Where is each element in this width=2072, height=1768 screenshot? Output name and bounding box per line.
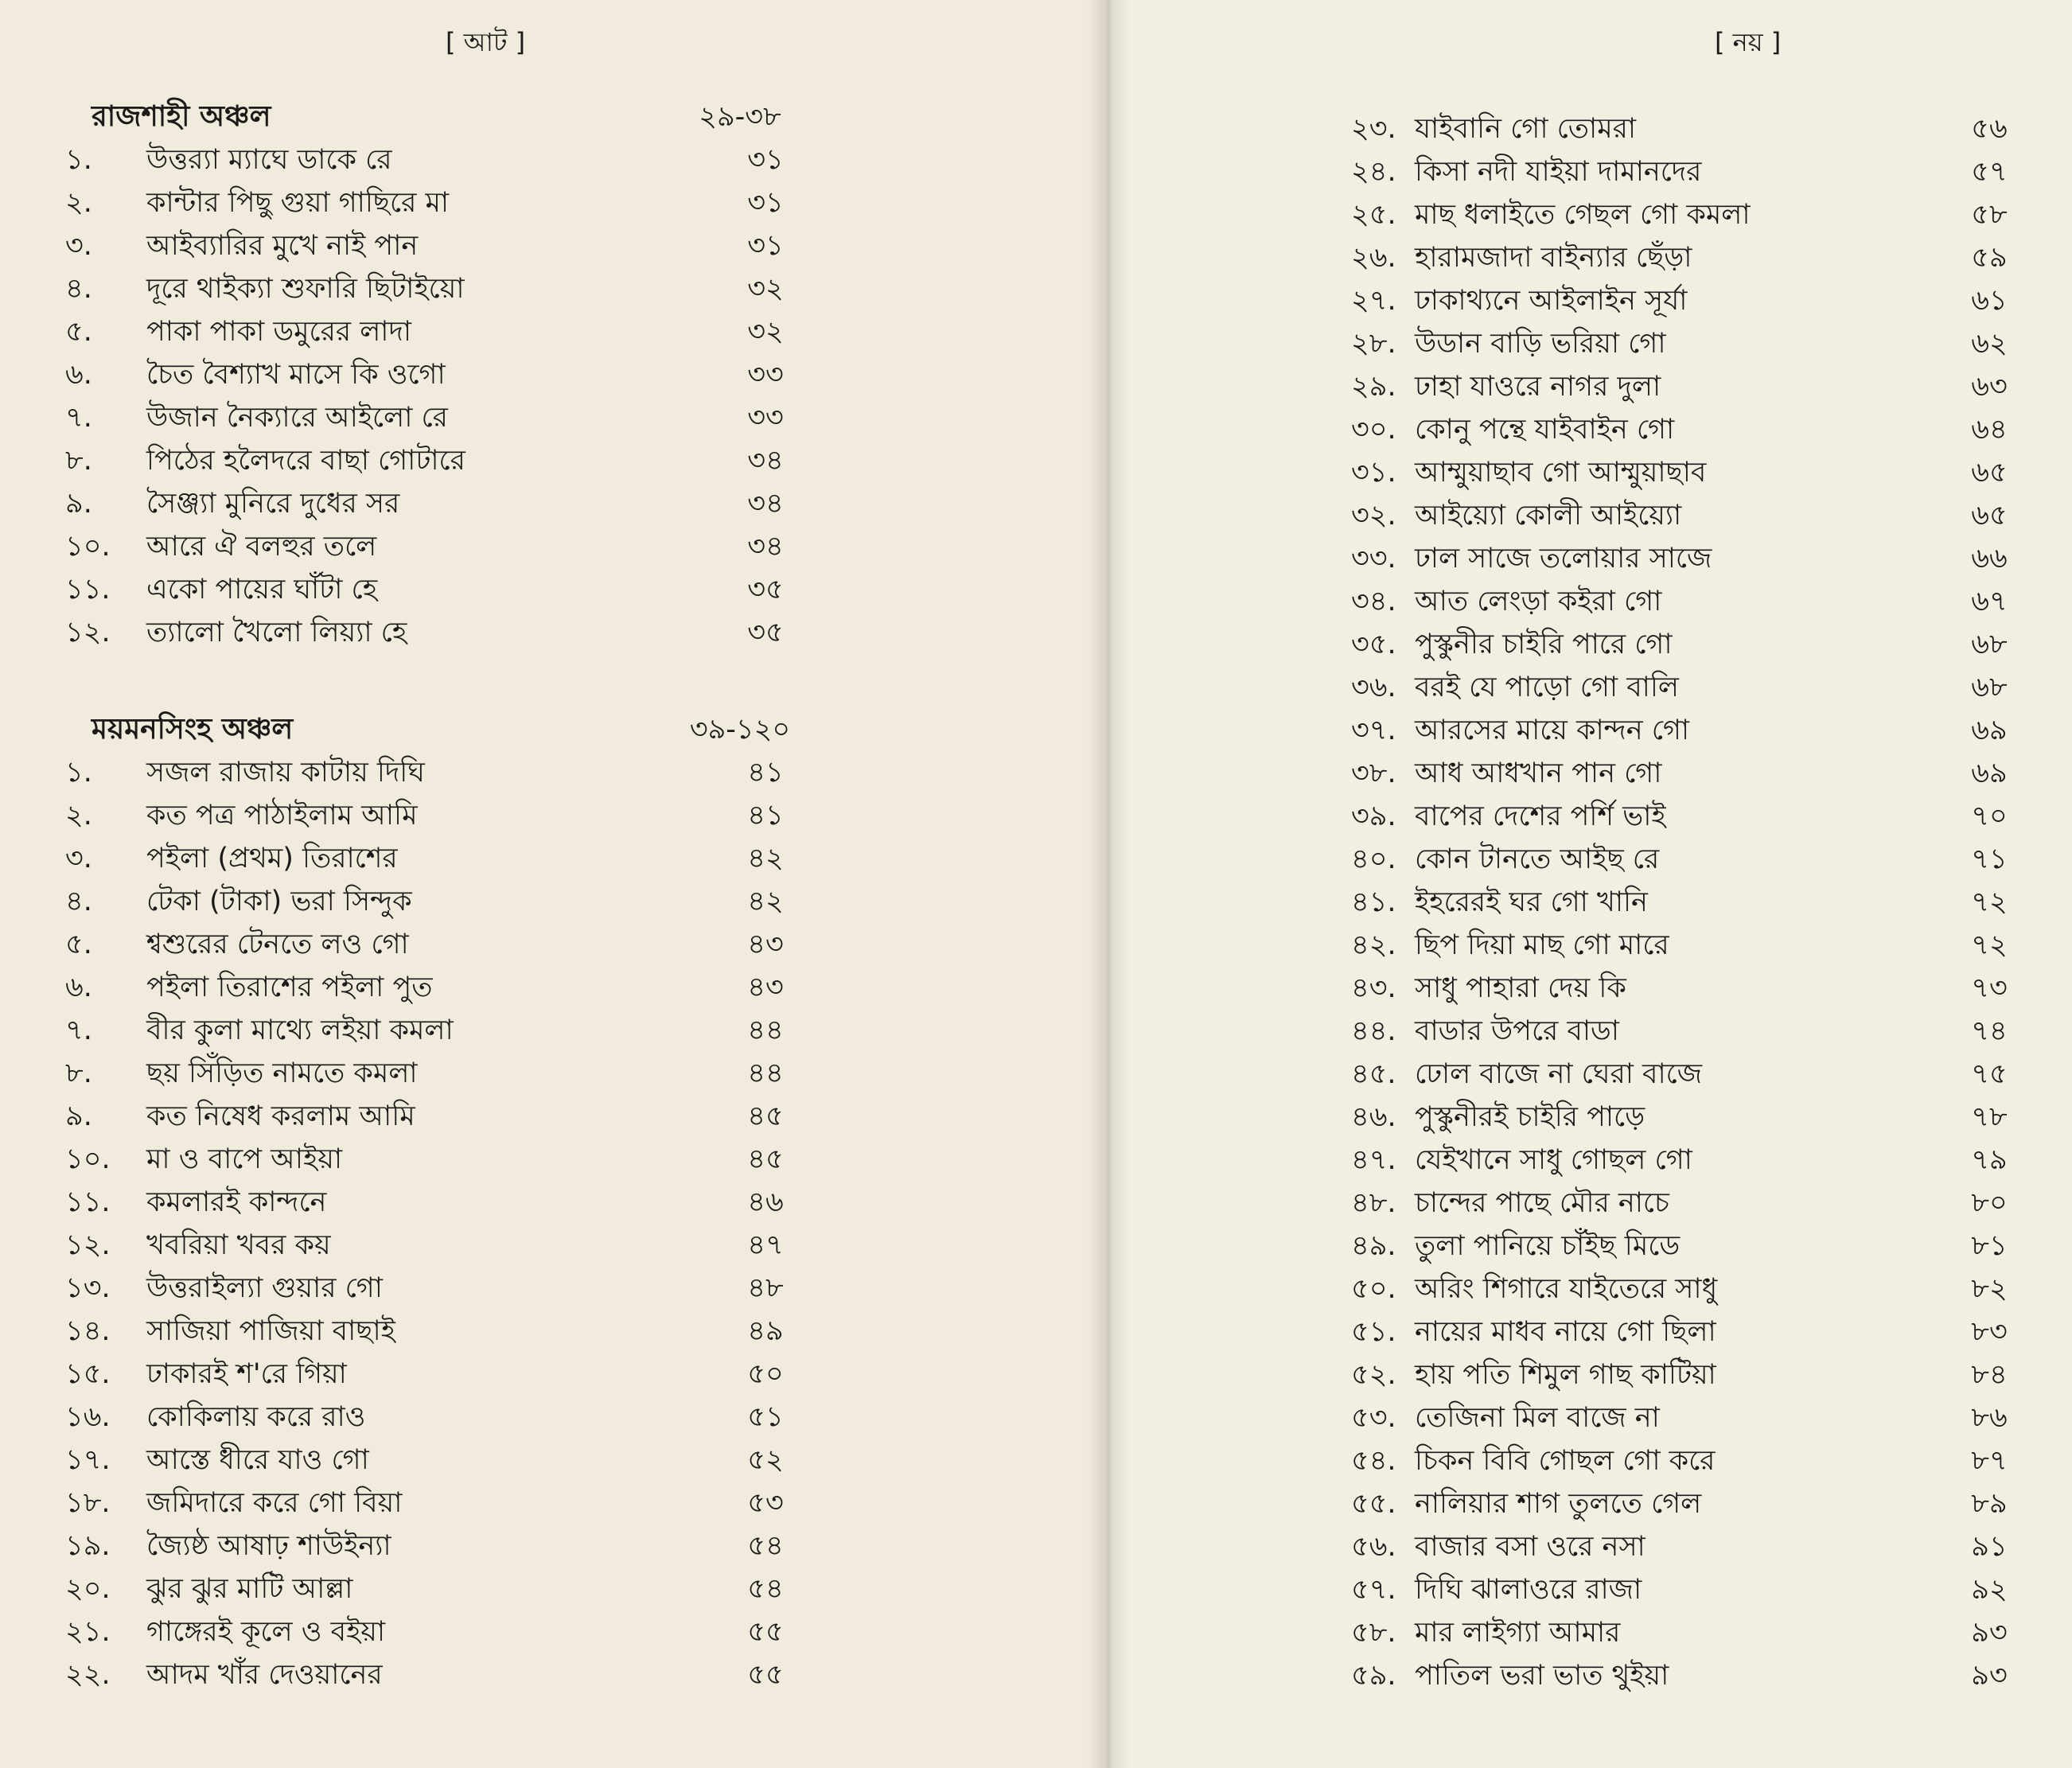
entry-number: ৪৮. — [1351, 1187, 1396, 1219]
entry-title: মা ও বাপে আইয়া — [146, 1143, 342, 1175]
entry-number: ২৪. — [1351, 156, 1396, 188]
entry-number: ৯. — [65, 488, 92, 520]
entry-title: উডান বাড়ি ভরিয়া গো — [1415, 328, 1666, 360]
entry-page-number: ৯২ — [1971, 1574, 2008, 1606]
entry-title: বাপের দেশের পর্শি ভাই — [1415, 800, 1666, 832]
entry-title: খবরিয়া খবর কয় — [146, 1229, 331, 1261]
entry-title: দিঘি ঝালাওরে রাজা — [1415, 1574, 1642, 1606]
entry-title: পাকা পাকা ডমুরের লাদা — [146, 316, 411, 348]
entry-title: কান্টার পিছু গুয়া গাছিরে মা — [146, 187, 450, 219]
entry-number: ১৯. — [65, 1530, 111, 1562]
entry-title: বীর কুলা মাথ্যে লইয়া কমলা — [146, 1014, 454, 1046]
entry-title: আস্তে ধীরে যাও গো — [146, 1444, 369, 1476]
toc-entry — [65, 1525, 784, 1567]
entry-number: ৪১. — [1351, 886, 1396, 918]
entry-page-number: ৪৪ — [747, 1057, 784, 1089]
toc-entry — [65, 794, 784, 837]
entry-number: ৩৯. — [1351, 800, 1396, 832]
entry-title: ত্যালো খৈলো লিয়্যা হে — [146, 617, 407, 648]
entry-number: ৫৬. — [1351, 1531, 1396, 1563]
entry-title: তুলা পানিয়ে চাঁইছ মিডে — [1415, 1230, 1681, 1262]
entry-page-number: ৮০ — [1971, 1187, 2008, 1219]
entry-title: ঢাহা যাওরে নাগর দুলা — [1415, 371, 1661, 403]
entry-number: ৪৪. — [1351, 1015, 1396, 1047]
entry-number: ৭. — [65, 402, 92, 434]
entry-number: ১৮. — [65, 1487, 111, 1519]
toc-entry — [1351, 1611, 2027, 1654]
entry-page-number: ৬৪ — [1971, 414, 2008, 446]
toc-entry — [65, 611, 784, 654]
entry-title: আইয়্যো কোলী আইয়্যো — [1415, 500, 1682, 532]
entry-title: মার লাইগ্যা আমার — [1415, 1617, 1621, 1649]
entry-number: ১৪. — [65, 1315, 111, 1347]
toc-entry — [1351, 279, 2027, 322]
entry-page-number: ৪২ — [747, 843, 784, 874]
book-gutter — [1086, 0, 1130, 1768]
entry-number: ৩. — [65, 843, 92, 874]
entry-page-number: ৩৪ — [747, 531, 784, 563]
entry-page-number: ৮২ — [1971, 1273, 2008, 1305]
entry-number: ৯. — [65, 1100, 92, 1132]
entry-title: আদম খাঁর দেওয়ানের — [146, 1659, 383, 1691]
entry-title: মাছ ধলাইতে গেছল গো কমলা — [1415, 199, 1751, 231]
entry-page-number: ৭৯ — [1971, 1144, 2008, 1176]
toc-entry — [65, 1610, 784, 1653]
entry-number: ২৮. — [1351, 328, 1396, 360]
toc-entry — [1351, 795, 2027, 838]
toc-entry — [65, 568, 784, 611]
entry-title: ঢাল সাজে তলোয়ার সাজে — [1415, 543, 1712, 574]
entry-title: নালিয়ার শাগ তুলতে গেল — [1415, 1488, 1702, 1520]
entry-page-number: ৭৪ — [1971, 1015, 2008, 1047]
toc-entry — [65, 525, 784, 568]
entry-number: ১. — [65, 144, 92, 176]
entry-number: ১১. — [65, 574, 111, 606]
right-page-header: [ নয় ] — [1715, 27, 1782, 57]
entry-page-number: ৪২ — [747, 886, 784, 917]
entry-title: একো পায়ের ঘাঁটা হে — [146, 574, 378, 606]
entry-page-number: ৪৫ — [747, 1143, 784, 1175]
toc-entry — [65, 353, 784, 396]
entry-title: চান্দের পাছে মৌর নাচে — [1415, 1187, 1669, 1219]
entry-number: ১. — [65, 757, 92, 789]
entry-page-number: ৩৫ — [747, 574, 784, 606]
entry-page-number: ৮৭ — [1971, 1445, 2008, 1477]
toc-entry — [1351, 107, 2027, 150]
entry-title: চিকন বিবি গোছল গো করে — [1415, 1445, 1716, 1477]
entry-page-number: ৫৬ — [1971, 113, 2008, 145]
entry-page-number: ৯১ — [1971, 1531, 2008, 1563]
toc-entry — [65, 1181, 784, 1224]
entry-number: ৩. — [65, 230, 92, 262]
entry-number: ২২. — [65, 1659, 111, 1691]
entry-page-number: ৭২ — [1971, 929, 2008, 961]
entry-number: ৫৫. — [1351, 1488, 1396, 1520]
entry-number: ১২. — [65, 1229, 111, 1261]
toc-entry — [1351, 1396, 2027, 1439]
entry-number: ৫১. — [1351, 1316, 1396, 1348]
entry-page-number: ৩২ — [747, 273, 784, 305]
entry-number: ৫৯. — [1351, 1660, 1396, 1692]
entry-number: ৪. — [65, 886, 92, 917]
entry-number: ১৭. — [65, 1444, 111, 1476]
toc-entry — [1351, 193, 2027, 236]
entry-number: ৪৯. — [1351, 1230, 1396, 1262]
entry-page-number: ৫৫ — [747, 1616, 784, 1648]
entry-number: ৫৪. — [1351, 1445, 1396, 1477]
entry-number: ৫৩. — [1351, 1402, 1396, 1434]
entry-page-number: ৭০ — [1971, 800, 2008, 832]
entry-number: ১৬. — [65, 1401, 111, 1433]
toc-entry — [65, 1439, 784, 1482]
toc-entry — [65, 1138, 784, 1181]
entry-number: ২৩. — [1351, 113, 1396, 145]
entry-title: আরে ঐ বলহুর তলে — [146, 531, 377, 563]
toc-entry — [65, 880, 784, 923]
entry-title: পইলা তিরাশের পইলা পুত — [146, 972, 433, 1003]
entry-page-number: ৫৩ — [747, 1487, 784, 1519]
entry-page-number: ৮১ — [1971, 1230, 2008, 1262]
entry-number: ৭. — [65, 1014, 92, 1046]
entry-number: ৩৬. — [1351, 672, 1396, 703]
toc-entry — [65, 1095, 784, 1138]
entry-page-number: ৬৩ — [1971, 371, 2008, 403]
entry-number: ৫. — [65, 316, 92, 348]
entry-page-number: ৪৫ — [747, 1100, 784, 1132]
entry-title: সজল রাজায় কাটায় দিঘি — [146, 757, 425, 789]
entry-number: ৬. — [65, 972, 92, 1003]
toc-entry — [1351, 451, 2027, 494]
entry-title: ঢাকাথ্যনে আইলাইন সূর্যা — [1415, 285, 1688, 317]
entry-number: ৫. — [65, 929, 92, 960]
entry-page-number: ৫৫ — [747, 1659, 784, 1691]
toc-entry — [1351, 924, 2027, 967]
entry-page-number: ৭৩ — [1971, 972, 2008, 1004]
toc-entry — [65, 224, 784, 267]
toc-entry — [1351, 1225, 2027, 1268]
toc-entry — [65, 1310, 784, 1353]
entry-page-number: ৪৩ — [747, 929, 784, 960]
entry-title: আধ আধখান পান গো — [1415, 757, 1662, 789]
section-page-range: ৩৯-১২০ — [689, 714, 791, 746]
entry-title: চৈত বৈশ্যাখ মাসে কি ওগো — [146, 359, 446, 391]
entry-page-number: ৪৬ — [747, 1186, 784, 1218]
toc-entry — [65, 1052, 784, 1095]
toc-entry — [1351, 881, 2027, 924]
entry-number: ৪৫. — [1351, 1058, 1396, 1090]
entry-page-number: ৭১ — [1971, 843, 2008, 875]
entry-title: নায়ের মাধব নায়ে গো ছিলা — [1415, 1316, 1716, 1348]
entry-title: যাইবানি গো তোমরা — [1415, 113, 1637, 145]
toc-entry — [1351, 1053, 2027, 1096]
toc-entry — [1351, 838, 2027, 881]
entry-title: হায় পতি শিমুল গাছ কাটিয়া — [1415, 1359, 1716, 1391]
entry-number: ৮. — [65, 445, 92, 477]
entry-number: ৪২. — [1351, 929, 1396, 961]
toc-entry — [1351, 537, 2027, 580]
entry-title: কোনু পন্থে যাইবাইন গো — [1415, 414, 1675, 446]
entry-title: ইহরেরই ঘর গো খানি — [1415, 886, 1648, 918]
toc-entry — [1351, 1568, 2027, 1611]
entry-page-number: ৩৫ — [747, 617, 784, 648]
entry-number: ৩৩. — [1351, 543, 1396, 574]
entry-page-number: ৩১ — [747, 230, 784, 262]
toc-entry — [1351, 709, 2027, 752]
toc-entry — [65, 966, 784, 1009]
entry-page-number: ৬৮ — [1971, 629, 2008, 660]
entry-number: ৪৬. — [1351, 1101, 1396, 1133]
entry-number: ৪৩. — [1351, 972, 1396, 1004]
entry-page-number: ৬৬ — [1971, 543, 2008, 574]
entry-title: শ্বশুরের টেনতে লও গো — [146, 929, 409, 960]
entry-page-number: ৮৩ — [1971, 1316, 2008, 1348]
entry-title: টেকা (টাকা) ভরা সিন্দুক — [146, 886, 412, 917]
entry-number: ৩৭. — [1351, 715, 1396, 746]
entry-page-number: ৯৩ — [1971, 1617, 2008, 1649]
entry-title: দূরে থাইক্যা শুফারি ছিটাইয়ো — [146, 273, 465, 305]
entry-title: বাডার উপরে বাডা — [1415, 1015, 1619, 1047]
entry-page-number: ৫৯ — [1971, 242, 2008, 274]
entry-title: হারামজাদা বাইন্যার ছেঁড়া — [1415, 242, 1692, 274]
entry-title: ছিপ দিয়া মাছ গো মারে — [1415, 929, 1669, 961]
toc-entry — [65, 267, 784, 310]
entry-page-number: ৪৩ — [747, 972, 784, 1003]
entry-number: ২৬. — [1351, 242, 1396, 274]
entry-number: ২৭. — [1351, 285, 1396, 317]
toc-entry — [65, 1482, 784, 1525]
entry-title: যেইখানে সাধু গোছল গো — [1415, 1144, 1692, 1176]
entry-page-number: ৩২ — [747, 316, 784, 348]
entry-number: ৫৮. — [1351, 1617, 1396, 1649]
entry-title: আম্মুয়াছাব গো আম্মুয়াছাব — [1415, 457, 1707, 489]
toc-entry — [65, 181, 784, 224]
entry-page-number: ৪৯ — [747, 1315, 784, 1347]
toc-entry — [65, 396, 784, 439]
toc-entry — [1351, 1353, 2027, 1396]
entry-title: জ্যৈষ্ঠ আষাঢ় শাউইন্যা — [146, 1530, 391, 1562]
entry-page-number: ৪১ — [747, 800, 784, 831]
entry-title: কোকিলায় করে রাও — [146, 1401, 366, 1433]
section-title: রাজশাহী অঞ্চল — [92, 100, 271, 133]
entry-page-number: ৩৩ — [747, 402, 784, 434]
toc-entry — [65, 138, 784, 181]
entry-title: বাজার বসা ওরে নসা — [1415, 1531, 1646, 1563]
entry-page-number: ৩৪ — [747, 445, 784, 477]
entry-title: সৈঞ্জ্যা মুনিরে দুধের সর — [146, 488, 400, 520]
toc-entry — [65, 1267, 784, 1310]
entry-page-number: ৫১ — [747, 1401, 784, 1433]
entry-title: আরসের মায়ে কান্দন গো — [1415, 715, 1690, 746]
entry-number: ২৯. — [1351, 371, 1396, 403]
entry-title: গাঙ্গেরই কূলে ও বইয়া — [146, 1616, 386, 1648]
entry-title: কত নিষেধ করলাম আমি — [146, 1100, 415, 1132]
entry-number: ২০. — [65, 1573, 111, 1605]
entry-page-number: ৪১ — [747, 757, 784, 789]
toc-entry — [1351, 150, 2027, 193]
entry-title: জমিদারে করে গো বিয়া — [146, 1487, 403, 1519]
entry-title: কত পত্র পাঠাইলাম আমি — [146, 800, 418, 831]
entry-number: ৪. — [65, 273, 92, 305]
entry-page-number: ৬৯ — [1971, 715, 2008, 746]
entry-title: ঢাকারই শ'রে গিয়া — [146, 1358, 347, 1390]
entry-number: ৪৭. — [1351, 1144, 1396, 1176]
entry-page-number: ৩১ — [747, 144, 784, 176]
entry-number: ২১. — [65, 1616, 111, 1648]
toc-entry — [1351, 1310, 2027, 1353]
entry-title: পুস্কুনীরই চাইরি পাড়ে — [1415, 1101, 1646, 1133]
toc-entry — [65, 1224, 784, 1267]
entry-page-number: ৫০ — [747, 1358, 784, 1390]
entry-number: ১১. — [65, 1186, 111, 1218]
entry-title: উত্তরাইল্যা গুয়ার গো — [146, 1272, 383, 1304]
entry-number: ৩৮. — [1351, 757, 1396, 789]
entry-title: আইব্যারির মুখে নাই পান — [146, 230, 419, 262]
entry-title: কিসা নদী যাইয়া দামানদের — [1415, 156, 1702, 188]
entry-page-number: ৫২ — [747, 1444, 784, 1476]
entry-title: ঢোল বাজে না ঘেরা বাজে — [1415, 1058, 1703, 1090]
entry-page-number: ৭৮ — [1971, 1101, 2008, 1133]
entry-title: তেজিনা মিল বাজে না — [1415, 1402, 1660, 1434]
toc-entry — [65, 310, 784, 353]
toc-entry — [1351, 322, 2027, 365]
entry-number: ২. — [65, 187, 92, 219]
entry-number: ১০. — [65, 531, 111, 563]
entry-page-number: ৫৭ — [1971, 156, 2008, 188]
toc-entry — [1351, 1268, 2027, 1310]
entry-number: ৮. — [65, 1057, 92, 1089]
toc-entry — [1351, 1654, 2027, 1697]
entry-number: ১০. — [65, 1143, 111, 1175]
entry-page-number: ৮৯ — [1971, 1488, 2008, 1520]
toc-entry — [1351, 967, 2027, 1010]
toc-entry — [1351, 1182, 2027, 1225]
toc-entry — [1351, 1525, 2027, 1568]
entry-page-number: ৮৪ — [1971, 1359, 2008, 1391]
toc-entry — [65, 482, 784, 525]
entry-page-number: ৮৬ — [1971, 1402, 2008, 1434]
entry-page-number: ৬৫ — [1971, 500, 2008, 532]
entry-page-number: ৩১ — [747, 187, 784, 219]
entry-number: ১২. — [65, 617, 111, 648]
entry-number: ৪০. — [1351, 843, 1396, 875]
toc-entry — [65, 837, 784, 880]
toc-entry — [65, 1353, 784, 1396]
section-title: ময়মনসিংহ অঞ্চল — [92, 713, 294, 746]
entry-page-number: ৬৮ — [1971, 672, 2008, 703]
entry-title: সাজিয়া পাজিয়া বাছাই — [146, 1315, 395, 1347]
toc-entry — [1351, 1096, 2027, 1139]
entry-number: ৩৪. — [1351, 586, 1396, 617]
entry-page-number: ৪৪ — [747, 1014, 784, 1046]
left-page-header: [ আট ] — [446, 27, 526, 57]
entry-page-number: ৬৯ — [1971, 757, 2008, 789]
toc-entry — [1351, 1010, 2027, 1053]
entry-page-number: ৭২ — [1971, 886, 2008, 918]
toc-entry — [65, 1009, 784, 1052]
toc-entry — [1351, 365, 2027, 408]
toc-entry — [65, 1653, 784, 1696]
entry-title: উত্তর‍্যা ম্যাঘে ডাকে রে — [146, 144, 392, 176]
toc-entry — [1351, 1482, 2027, 1525]
entry-number: ৩৫. — [1351, 629, 1396, 660]
toc-entry — [1351, 1139, 2027, 1182]
entry-page-number: ৫৪ — [747, 1530, 784, 1562]
entry-page-number: ৩৪ — [747, 488, 784, 520]
entry-page-number: ৫৮ — [1971, 199, 2008, 231]
toc-entry — [1351, 623, 2027, 666]
entry-number: ৫০. — [1351, 1273, 1396, 1305]
toc-entry — [1351, 580, 2027, 623]
section-page-range: ২৯-৩৮ — [699, 101, 781, 133]
entry-number: ৩০. — [1351, 414, 1396, 446]
toc-entry — [65, 1396, 784, 1439]
entry-title: ঝুর ঝুর মাটি আল্লা — [146, 1573, 353, 1605]
entry-title: পিঠের হলৈদরে বাছা গোটারে — [146, 445, 465, 477]
entry-number: ১৩. — [65, 1272, 111, 1304]
entry-number: ৫২. — [1351, 1359, 1396, 1391]
entry-title: বরই যে পাড়ো গো বালি — [1415, 672, 1679, 703]
entry-page-number: ৬৭ — [1971, 586, 2008, 617]
entry-page-number: ৪৭ — [747, 1229, 784, 1261]
entry-title: পুস্কুনীর চাইরি পারে গো — [1415, 629, 1673, 660]
entry-title: পইলা (প্রথম) তিরাশের — [146, 843, 398, 874]
entry-number: ১৫. — [65, 1358, 111, 1390]
entry-number: ৫৭. — [1351, 1574, 1396, 1606]
entry-title: সাধু পাহারা দেয় কি — [1415, 972, 1626, 1004]
entry-title: অরিং শিগারে যাইতেরে সাধু — [1415, 1273, 1718, 1305]
entry-title: ছয় সিঁড়িত নামতে কমলা — [146, 1057, 418, 1089]
toc-entry — [65, 923, 784, 966]
toc-entry — [1351, 408, 2027, 451]
entry-number: ৩২. — [1351, 500, 1396, 532]
entry-title: আত লেংড়া কইরা গো — [1415, 586, 1662, 617]
toc-entry — [1351, 752, 2027, 795]
entry-number: ২. — [65, 800, 92, 831]
toc-entry — [1351, 236, 2027, 279]
entry-page-number: ৯৩ — [1971, 1660, 2008, 1692]
toc-entry — [1351, 494, 2027, 537]
entry-title: কমলারই কান্দনে — [146, 1186, 327, 1218]
toc-entry — [1351, 1439, 2027, 1482]
entry-page-number: ৫৪ — [747, 1573, 784, 1605]
toc-entry — [1351, 666, 2027, 709]
entry-page-number: ৬২ — [1971, 328, 2008, 360]
toc-entry — [65, 751, 784, 794]
entry-page-number: ৭৫ — [1971, 1058, 2008, 1090]
entry-number: ৬. — [65, 359, 92, 391]
entry-number: ৩১. — [1351, 457, 1396, 489]
entry-number: ২৫. — [1351, 199, 1396, 231]
entry-page-number: ৩৩ — [747, 359, 784, 391]
entry-page-number: ৬১ — [1971, 285, 2008, 317]
entry-page-number: ৪৮ — [747, 1272, 784, 1304]
toc-entry — [65, 439, 784, 482]
entry-title: পাতিল ভরা ভাত থুইয়া — [1415, 1660, 1669, 1692]
entry-page-number: ৬৫ — [1971, 457, 2008, 489]
entry-title: কোন টানতে আইছ রে — [1415, 843, 1660, 875]
entry-title: উজান নৈক্যারে আইলো রে — [146, 402, 448, 434]
toc-entry — [65, 1567, 784, 1610]
